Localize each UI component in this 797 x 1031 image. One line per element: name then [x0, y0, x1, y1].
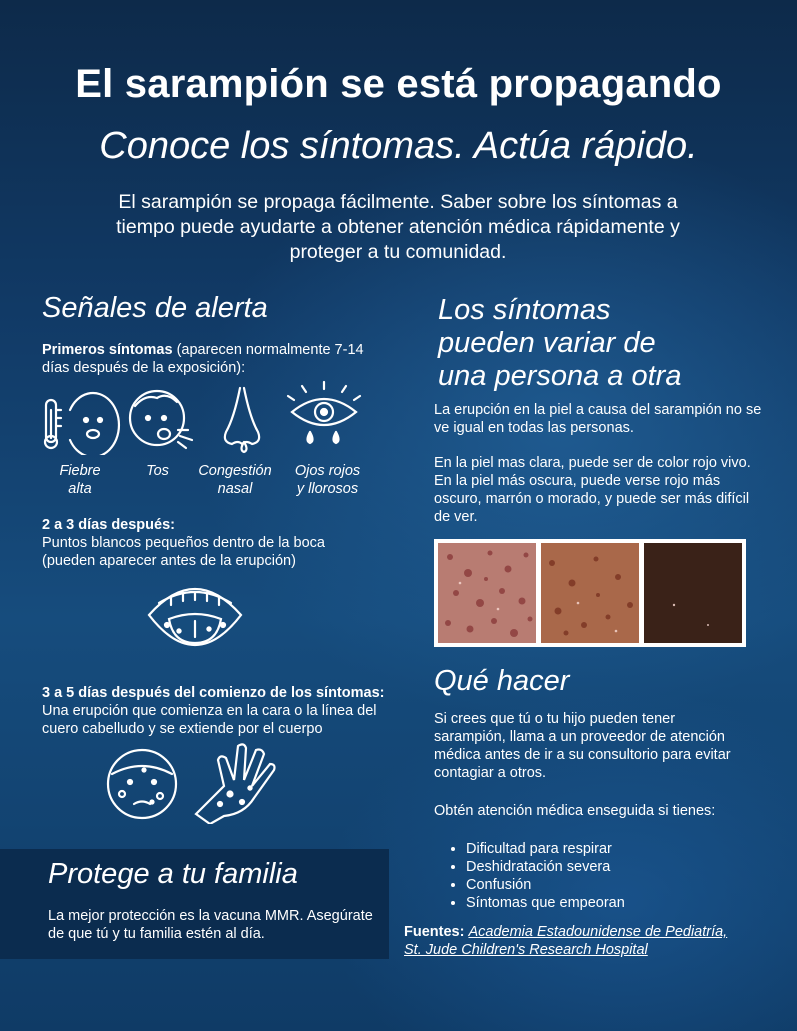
vary-heading [438, 294, 681, 393]
family-heading: Protege a tu familia [48, 858, 298, 890]
icon-label-eyes [285, 462, 370, 498]
stage2-text: Puntos blancos pequeños dentro de la boca (pueden aparecer antes de la erupción) [42, 535, 325, 569]
stage3-label: 3 a 5 días después del comienzo de los síntomas: [42, 685, 385, 701]
stage2-label: 2 a 3 días después: [42, 517, 175, 533]
icon-label-cough: Tos [146, 463, 169, 479]
intro-paragraph: El sarampión se propaga fácilmente. Saber sobre los síntomas a tiempo puede ayudarte a obtener atención médica rápidamente y proteger a tu comunidad. [116, 191, 680, 263]
stage3-text: Una erupción que comienza en la cara o la línea del cuero cabelludo y se extiende por el cuerpo [42, 703, 377, 737]
icon-label-fever-l1: Fiebre [59, 463, 101, 479]
vary-heading-l1: Los síntomas [438, 294, 611, 326]
early-symptoms-desc: (aparecen normalmente 7-14 días después de la exposición): [42, 342, 364, 376]
page-subtitle: Conoce los síntomas. Actúa rápido. [99, 125, 698, 167]
todo-paragraph-1: Si crees que tú o tu hijo pueden tener sarampión, llama a un proveedor de atención médica antes de ir a su consultorio para evitar contagiar a otros. [434, 711, 731, 781]
family-text: La mejor protección es la vacuna MMR. Asegúrate de que tú y tu familia estén al día. [48, 908, 373, 942]
vary-heading-l3: una persona a otra [438, 360, 682, 392]
source-link-stjude[interactable]: St. Jude Children's Research Hospital [404, 942, 648, 958]
todo-heading: Qué hacer [434, 665, 570, 697]
vary-paragraph-1: La erupción en la piel a causa del sarampión no se ve igual en todas las personas. [434, 402, 762, 436]
icon-label-eyes-l2: y llorosos [296, 481, 359, 497]
cough-face-icon [130, 391, 192, 448]
source-link-aap[interactable]: Academia Estadounidense de Pediatría, [468, 924, 728, 940]
rash-face-hand-icon [100, 742, 290, 824]
list-item: • Confusión [466, 876, 625, 894]
icon-label-congestion-l2: nasal [217, 481, 253, 497]
urgent-symptoms-list [436, 840, 625, 912]
icon-label-fever-l2: alta [68, 481, 92, 497]
sources-label: Fuentes: [404, 924, 465, 940]
fever-face-icon [45, 393, 119, 455]
rash-hand-icon [196, 744, 275, 824]
icon-label-fever [45, 462, 115, 498]
sources [404, 923, 774, 959]
skin-tone-panel [434, 539, 746, 647]
list-item: • Dificultad para respirar [466, 840, 625, 858]
skin-sample-dark [644, 543, 742, 643]
list-item: • Deshidratación severa [466, 858, 625, 876]
icon-label-congestion [190, 462, 280, 498]
warning-heading: Señales de alerta [42, 292, 268, 324]
list-item: • Síntomas que empeoran [466, 894, 625, 912]
icon-label-congestion-l1: Congestión [198, 463, 272, 479]
skin-sample-medium [541, 543, 639, 643]
early-symptoms-text [42, 341, 372, 377]
vary-heading-l2: pueden variar de [438, 327, 656, 359]
rash-face-icon [108, 750, 176, 818]
watery-eye-icon [288, 382, 360, 443]
todo-paragraph-2: Obtén atención médica enseguida si tienes: [434, 803, 716, 819]
skin-tone-samples [438, 543, 742, 643]
vary-paragraph-2: En la piel mas clara, puede ser de color rojo vivo. En la piel más oscura, puede verse rojo más oscuro, marrón o morado, y puede ser más difícil de ver. [434, 455, 751, 525]
mouth-spots-icon [145, 575, 245, 667]
page-title: El sarampión se está propagando [75, 62, 722, 106]
icon-label-eyes-l1: Ojos rojos [294, 463, 361, 479]
early-symptoms-icons [40, 380, 370, 455]
runny-nose-icon [225, 388, 259, 452]
early-symptoms-label: Primeros síntomas [42, 342, 173, 358]
